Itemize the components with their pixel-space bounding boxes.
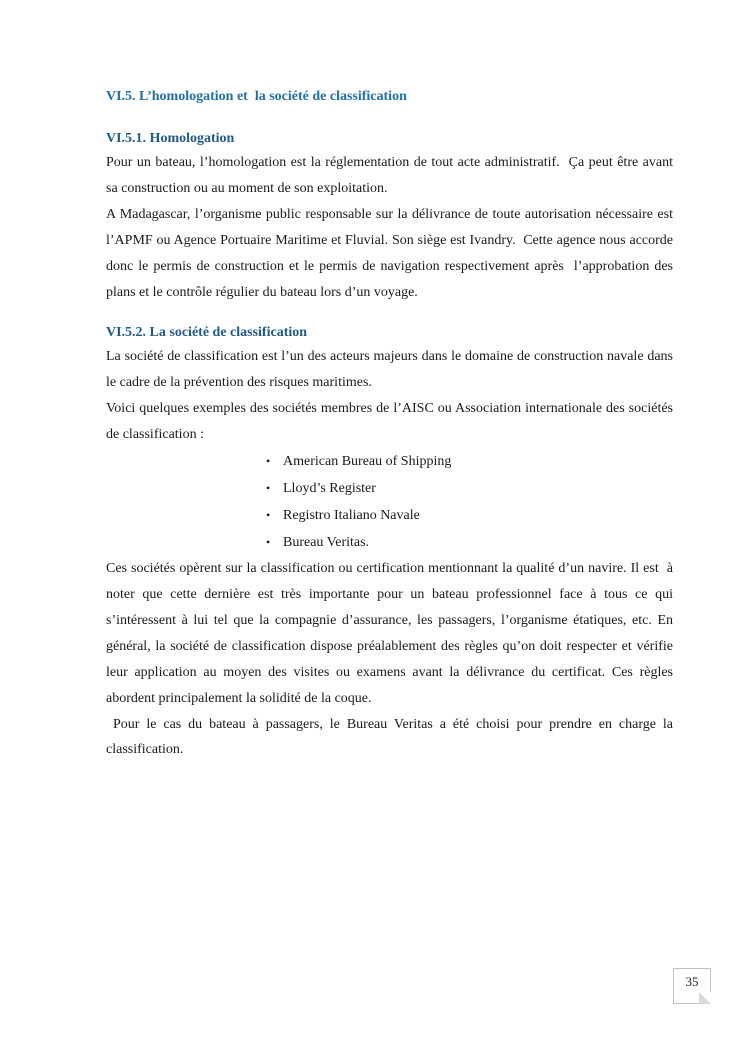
- page-curl-icon: [699, 992, 711, 1004]
- paragraph: A Madagascar, l’organisme public responsable sur la délivrance de toute autorisation nécessaire est l’APMF ou Agence Portuaire Maritime et Fluvial. Son siège est Ivandry. Cette agence nous accorde donc le permis de construction et le permis de navigation respectivement après l’approbation des plans et le contrôle régulier du bateau lors d’un voyage.: [106, 206, 677, 300]
- bullet-icon: •: [266, 508, 271, 523]
- list-item: • Registro Italiano Navale: [266, 502, 673, 529]
- paragraph: Voici quelques exemples des sociétés membres de l’AISC ou Association internationale des sociétés de classification :: [106, 401, 677, 443]
- list-item: • American Bureau of Shipping: [266, 448, 673, 475]
- subsection-heading-homologation: VI.5.1. Homologation: [106, 131, 235, 146]
- page-number: 35: [685, 974, 699, 989]
- list-item: • Lloyd’s Register: [266, 475, 673, 502]
- bullet-icon: •: [266, 481, 271, 496]
- bullet-icon: •: [266, 454, 271, 469]
- page-number-box: [673, 968, 711, 1004]
- paragraph: Pour un bateau, l’homologation est la réglementation de tout acte administratif. Ça peut être avant sa construction ou au moment de son exploitation.: [106, 155, 677, 196]
- paragraph: Pour le cas du bateau à passagers, le Bureau Veritas a été choisi pour prendre en charge la classification.: [106, 716, 677, 758]
- paragraph: La société de classification est l’un des acteurs majeurs dans le domaine de construction navale dans le cadre de la prévention des risques maritimes.: [106, 349, 677, 391]
- paragraph: Ces sociétés opèrent sur la classification ou certification mentionnant la qualité d’un navire. Il est à noter que cette dernière est très importante pour un bateau professionnel face à tous ce qui s’intéressent à lui tel que la compagnie d’assurance, les passagers, l’organisme étatiques, etc. En général, la société de classification dispose préalablement des règles qu’on doit respecter et vérifie leur application au moyen des visites ou examens avant la délivrance du certificat. Ces règles abordent principalement la solidité de la coque.: [106, 561, 677, 706]
- list-item: • Bureau Veritas.: [266, 529, 673, 556]
- subsection-heading-classification: VI.5.2. La société de classification: [106, 325, 308, 341]
- bullet-icon: •: [266, 535, 271, 550]
- classification-society-list: [106, 448, 673, 556]
- section-heading: VI.5. L’homologation et la société de classification: [106, 89, 407, 104]
- document-page: [106, 86, 677, 763]
